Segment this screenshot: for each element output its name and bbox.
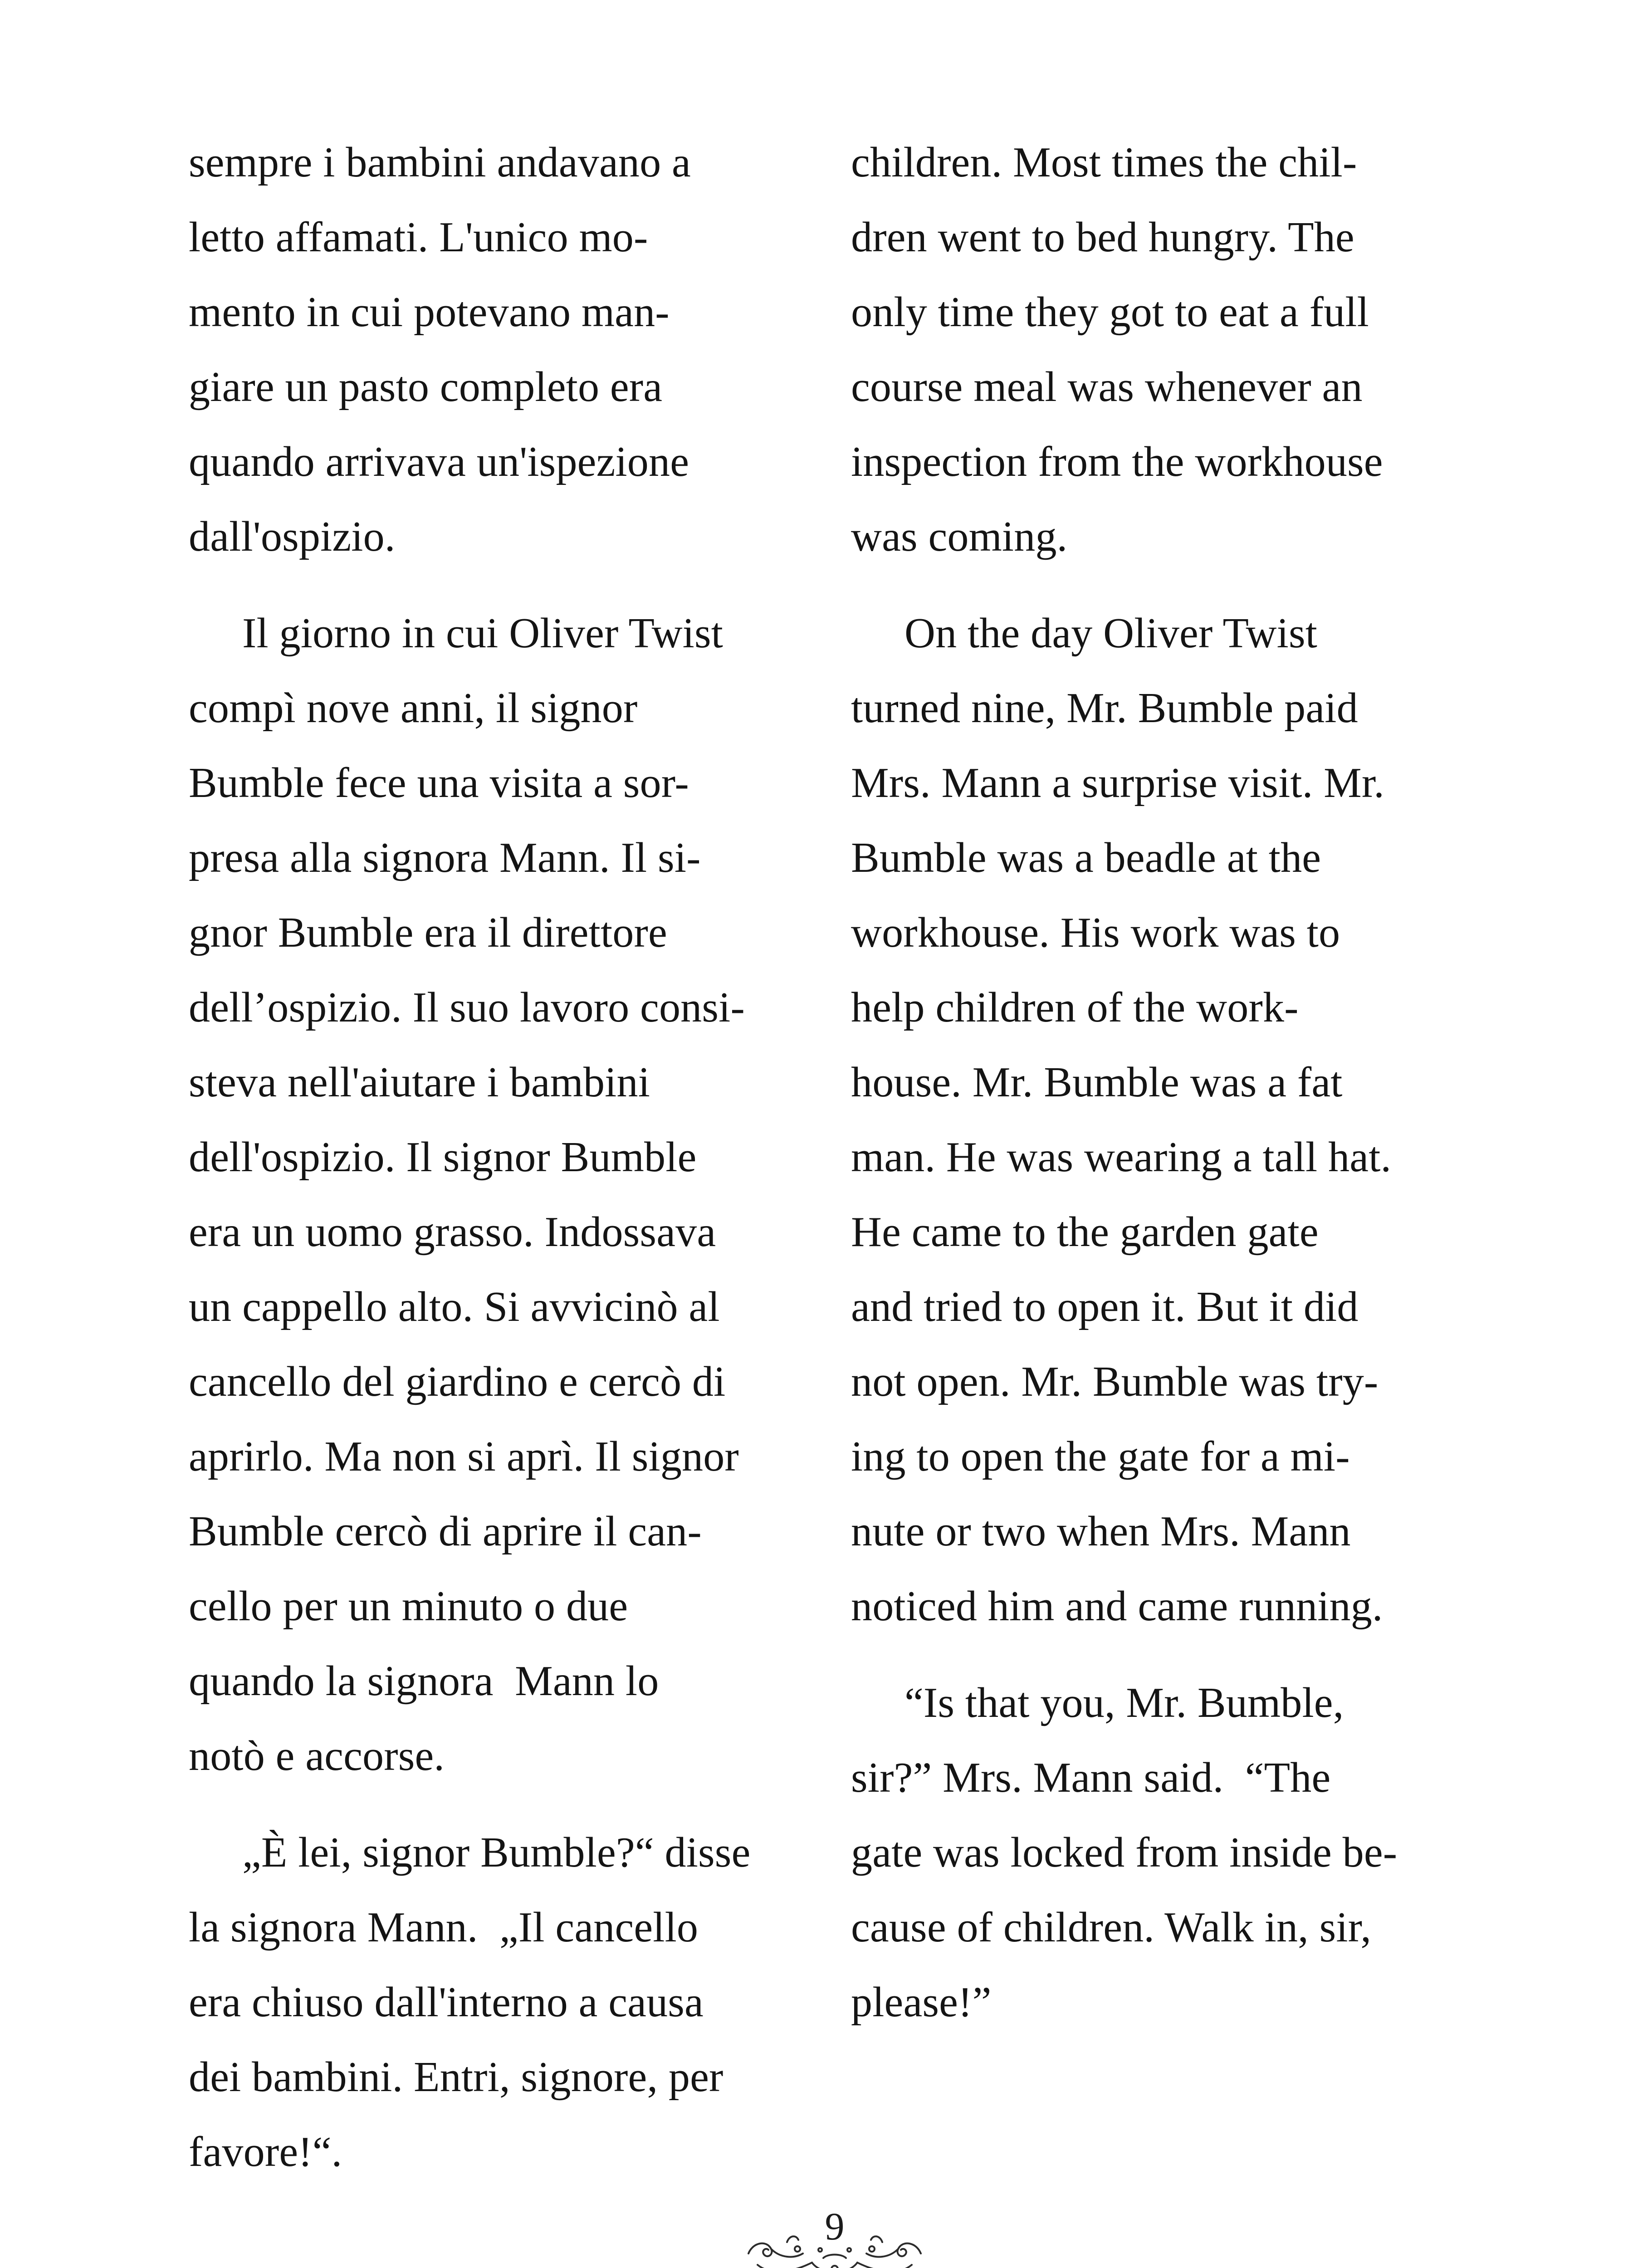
text-line: nute or two when Mrs. Mann	[851, 1508, 1351, 1555]
italian-text-column	[189, 125, 833, 2190]
paragraph	[851, 1666, 1495, 2040]
text-line: dei bambini. Entri, signore, per	[189, 2053, 724, 2101]
text-line: gnor Bumble era il direttore	[189, 909, 667, 956]
text-line: era un uomo grasso. Indossava	[189, 1208, 716, 1256]
text-line: On the day Oliver Twist	[905, 610, 1318, 657]
page-number: 9	[825, 2204, 845, 2248]
text-line: quando la signora Mann lo	[189, 1657, 659, 1705]
text-line: la signora Mann. „Il cancello	[189, 1904, 699, 1951]
text-line: dall'ospizio.	[189, 513, 396, 560]
page-footer	[744, 2204, 925, 2268]
text-line: dell'ospizio. Il signor Bumble	[189, 1134, 697, 1181]
text-line: giare un pasto completo era	[189, 363, 663, 411]
text-line: Bumble fece una visita a sor-	[189, 759, 689, 807]
text-line: children. Most times the chil-	[851, 139, 1357, 186]
text-line: dren went to bed hungry. The	[851, 214, 1354, 261]
text-line: house. Mr. Bumble was a fat	[851, 1059, 1343, 1106]
text-line: Bumble was a beadle at the	[851, 834, 1321, 881]
paragraph	[189, 125, 833, 574]
text-line: gate was locked from inside be-	[851, 1829, 1398, 1876]
text-line: help children of the work-	[851, 984, 1299, 1031]
text-line: only time they got to eat a full	[851, 288, 1369, 336]
text-line: favore!“.	[189, 2128, 342, 2175]
text-line: letto affamati. L'unico mo-	[189, 214, 648, 261]
text-line: please!”	[851, 1979, 992, 2026]
text-line: He came to the garden gate	[851, 1208, 1319, 1256]
text-line: mento in cui potevano man-	[189, 288, 670, 336]
english-text-column	[851, 125, 1495, 2040]
text-line: un cappello alto. Si avvicinò al	[189, 1283, 720, 1330]
text-line: sir?” Mrs. Mann said. “The	[851, 1754, 1331, 1801]
text-line: inspection from the workhouse	[851, 438, 1383, 485]
text-line: compì nove anni, il signor	[189, 684, 638, 732]
text-line: Bumble cercò di aprire il can-	[189, 1508, 702, 1555]
text-line: ing to open the gate for a mi-	[851, 1433, 1350, 1480]
text-line: course meal was whenever an	[851, 363, 1363, 411]
text-line: cancello del giardino e cercò di	[189, 1358, 726, 1405]
text-line: workhouse. His work was to	[851, 909, 1340, 956]
paragraph	[189, 596, 833, 1794]
paragraph	[851, 596, 1495, 1644]
text-line: cello per un minuto o due	[189, 1583, 628, 1630]
text-line: noticed him and came running.	[851, 1583, 1383, 1630]
text-line: era chiuso dall'interno a causa	[189, 1979, 704, 2026]
text-line: was coming.	[851, 513, 1068, 560]
paragraph	[189, 1815, 833, 2190]
text-line: man. He was wearing a tall hat.	[851, 1134, 1392, 1181]
paragraph	[851, 125, 1495, 574]
text-line: turned nine, Mr. Bumble paid	[851, 684, 1358, 732]
text-line: sempre i bambini andavano a	[189, 139, 691, 186]
text-line: dell’ospizio. Il suo lavoro consi-	[189, 984, 745, 1031]
text-line: cause of children. Walk in, sir,	[851, 1904, 1372, 1951]
text-line: steva nell'aiutare i bambini	[189, 1059, 650, 1106]
text-line: presa alla signora Mann. Il si-	[189, 834, 701, 881]
text-line: “Is that you, Mr. Bumble,	[905, 1679, 1344, 1726]
text-line: „È lei, signor Bumble?“ disse	[242, 1829, 751, 1876]
text-line: and tried to open it. But it did	[851, 1283, 1359, 1330]
text-line: not open. Mr. Bumble was try-	[851, 1358, 1379, 1405]
text-line: aprirlo. Ma non si aprì. Il signor	[189, 1433, 739, 1480]
text-line: notò e accorse.	[189, 1732, 445, 1779]
text-line: Mrs. Mann a surprise visit. Mr.	[851, 759, 1384, 807]
text-line: Il giorno in cui Oliver Twist	[242, 610, 724, 657]
text-line: quando arrivava un'ispezione	[189, 438, 689, 485]
